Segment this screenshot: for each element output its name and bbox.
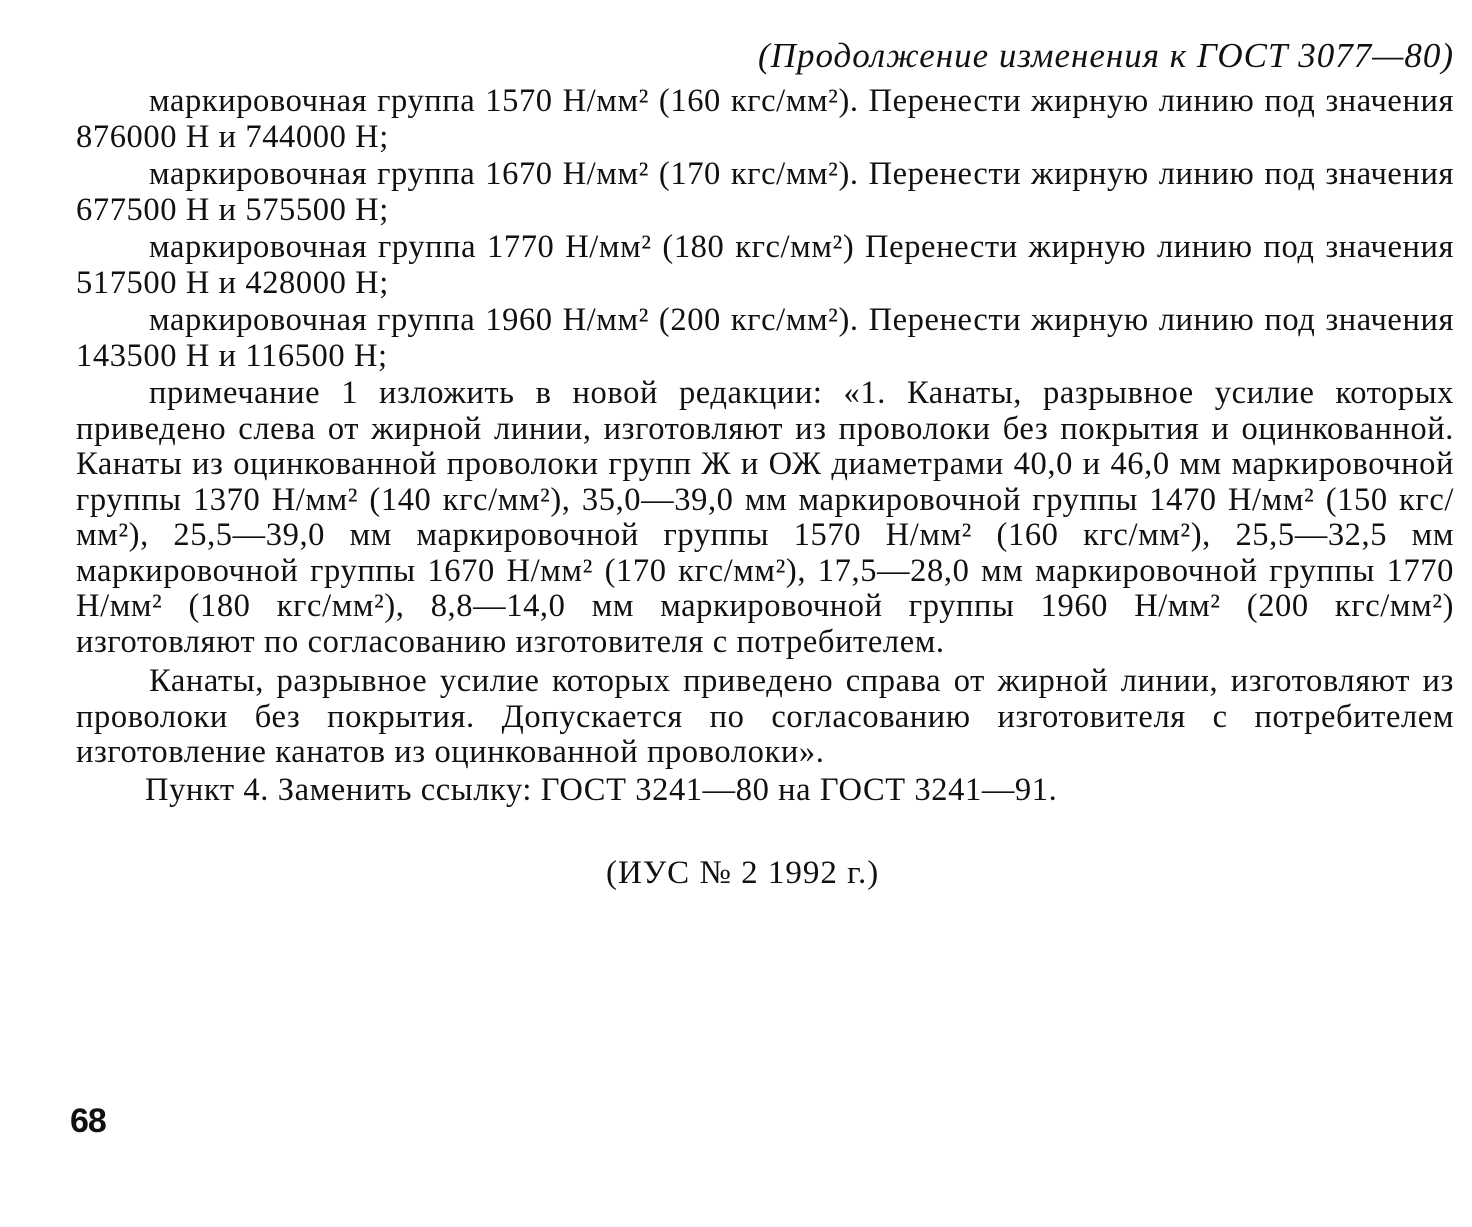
paragraph-note-1: примечание 1 изложить в новой редакции: «1. Канаты, разрывное усилие которых приведено слева от жирной линии, изготовляют из проволоки без покрытия и оцинкованной. Канаты из оцинкованной проволоки групп Ж и ОЖ диаметрами 40,0 и 46,0 мм маркировочной группы 1370 Н/мм² (140 кгс/мм²), 35,0—39,0 мм маркировочной группы 1470 Н/мм² (150 кгс/мм²), 25,5—39,0 мм маркировочной группы 1570 Н/мм² (160 кгс/мм²), 25,5—32,5 мм маркировочной группы 1670 Н/мм² (170 кгс/мм²), 17,5—28,0 мм маркировочной группы 1770 Н/мм² (180 кгс/мм²), 8,8—14,0 мм маркировочной группы 1960 Н/мм² (200 кгс/мм²) изготовляют по согласованию изготовителя с потребителем. xyxy=(76,375,1454,660)
paragraph-group-1670: маркировочная группа 1670 Н/мм² (170 кгс/мм²). Перенести жирную линию под значения 677500 Н и 575500 Н; xyxy=(76,156,1454,228)
source-reference: (ИУС № 2 1992 г.) xyxy=(606,855,880,891)
paragraph-group-1960: маркировочная группа 1960 Н/мм² (200 кгс/мм²). Перенести жирную линию под значения 143500 Н и 116500 Н; xyxy=(76,302,1454,374)
page-number: 68 xyxy=(70,1102,106,1140)
paragraph-item-4: Пункт 4. Заменить ссылку: ГОСТ 3241—80 на ГОСТ 3241—91. xyxy=(145,771,1058,808)
paragraph-ropes-right: Канаты, разрывное усилие которых приведено справа от жирной линии, изготовляют из проволоки без покрытия. Допускается по согласованию изготовителя с потребителем изготовление канатов из оцинкованной проволоки». xyxy=(76,663,1454,770)
paragraph-group-1770: маркировочная группа 1770 Н/мм² (180 кгс/мм²) Перенести жирную линию под значения 517500 Н и 428000 Н; xyxy=(76,229,1454,301)
continuation-header: (Продолжение изменения к ГОСТ 3077—80) xyxy=(758,36,1454,75)
amendment-text xyxy=(76,84,1454,808)
paragraph-group-1570: маркировочная группа 1570 Н/мм² (160 кгс/мм²). Перенести жирную линию под значения 876000 Н и 744000 Н; xyxy=(76,83,1454,155)
